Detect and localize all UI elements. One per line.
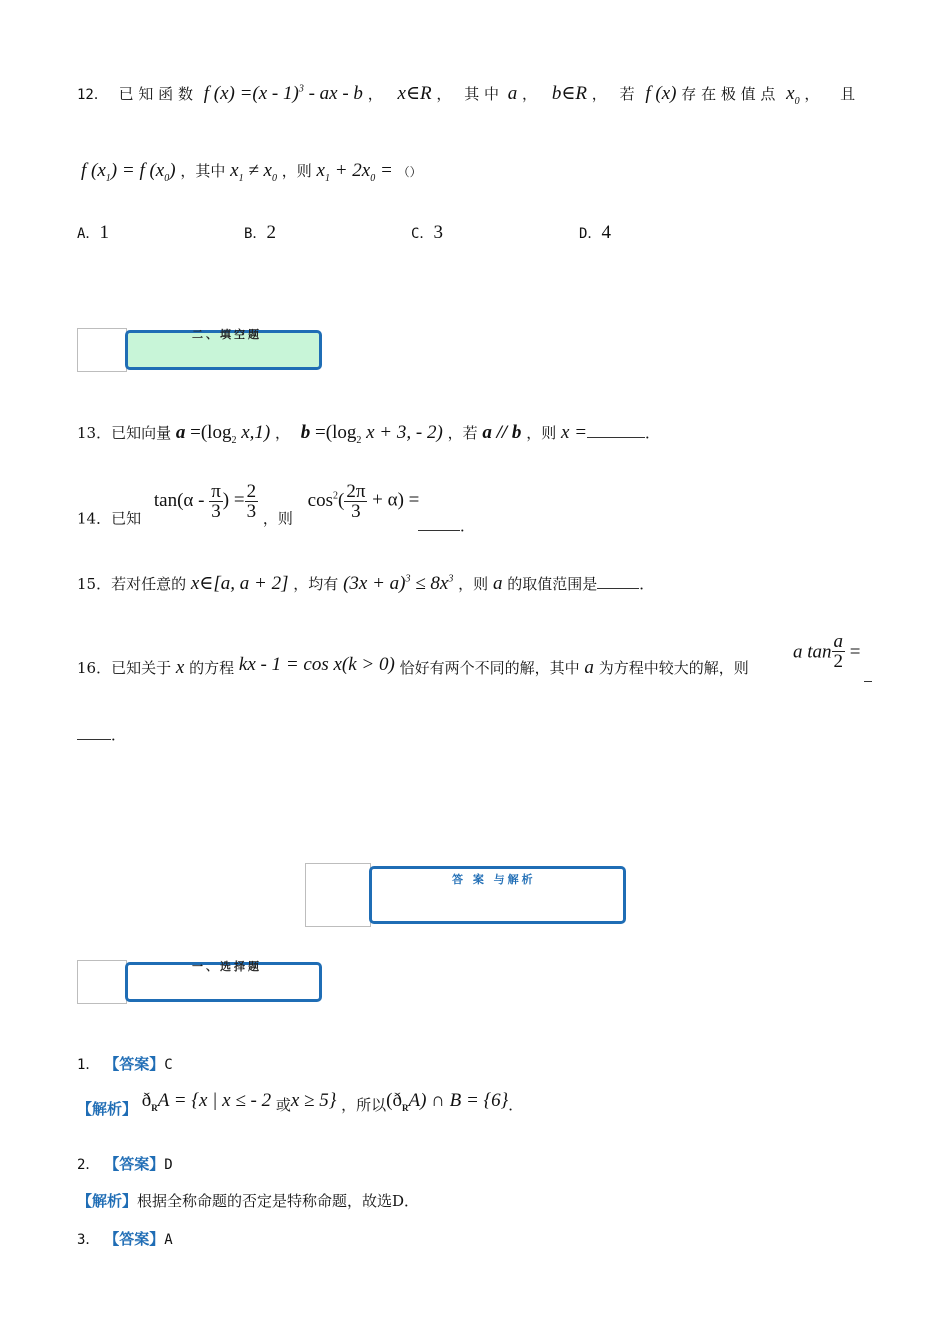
analysis-tag: 【解析】 — [77, 1100, 138, 1118]
answer1-line: 1． 【答案】C — [77, 1055, 173, 1073]
section2-title: 二、填空题 — [192, 328, 262, 341]
answer-tag: 【答案】 — [104, 1055, 165, 1073]
q14-blank-line: ． — [418, 515, 475, 536]
q12-b-in-r: b∈R — [551, 83, 588, 104]
q16-blank-tail — [864, 668, 872, 686]
analysis2-line: 【解析】根据全称命题的否定是特称命题，故选D． — [77, 1192, 420, 1210]
q16-blank-line: ． — [77, 724, 126, 745]
section1-title: 一、选择题 — [192, 960, 262, 973]
q14-answer-blank — [418, 518, 460, 531]
answer3-line: 3． 【答案】A — [77, 1230, 173, 1248]
q16-expression: a tan $\frac{a}{2}$ = — [793, 631, 861, 672]
q15: 15．若对任意的 x∈[a, a + 2] ，均有 $(3x + a)^3 \le 8x^3$ ，则 a 的取值范围是 ． — [77, 573, 655, 594]
q13-answer-blank — [587, 425, 645, 438]
answers-title: 答 案 与解析 — [452, 873, 536, 886]
q16-answer-blank — [77, 727, 111, 740]
q12-line2: f $(x_1) = f$ $(x_0)$ ，其中 $x_1 \ne x_0$ ，则 $x_1 + 2x_0$ = （） — [81, 160, 422, 184]
section1-header-box — [77, 960, 127, 1004]
section2-header-box — [77, 328, 127, 372]
q12-option-b: B．2 — [244, 222, 276, 243]
q12-line1: 12． 已 知 函 数 f (x) =(x - 1)$^3$ - ax - b ， x∈R ， 其 中 a ， b∈R ， 若 f (x) 存 在 极 值 点 $x_0$ ， 且 — [77, 83, 856, 107]
q14: 14．已知 tan(α - $\frac{\pi}{3}$ ) = $\frac{2}{3}$ ，则 $\cos^2$( $\frac{2\pi}{3}$ + α) = — [77, 481, 420, 528]
q16: 16．已知关于 x 的方程 kx - 1 = cos x(k > 0) 恰好有两个不同的解，其中 a 为方程中较大的解，则 — [77, 654, 749, 678]
q12-x-in-r: x∈R — [397, 83, 432, 104]
q13: 13．已知向量 $a =(\log_2$ x,1) ， $b =(\log_2$ x + 3, - 2) ，若 a // b ，则 x = ． — [77, 422, 661, 446]
q12-option-a: A．1 — [77, 222, 109, 243]
q15-answer-blank — [597, 576, 639, 589]
answer2-line: 2． 【答案】D — [77, 1155, 173, 1173]
q12-lead: 已 知 函 数 — [118, 85, 193, 103]
q12-option-d: D．4 — [579, 222, 611, 243]
answers-header-box — [305, 863, 371, 927]
q12-func: f (x) =(x - 1)$^3$ - ax - b — [203, 83, 363, 104]
analysis1-line: 【解析】 $ð_RA = \{x$ | x ≤ - 2 或x ≥ 5} ，所以$(ð_RA)$ ∩ B = {6}． — [77, 1090, 524, 1118]
q12-number: 12． — [77, 87, 108, 103]
q12-option-c: C．3 — [411, 222, 443, 243]
